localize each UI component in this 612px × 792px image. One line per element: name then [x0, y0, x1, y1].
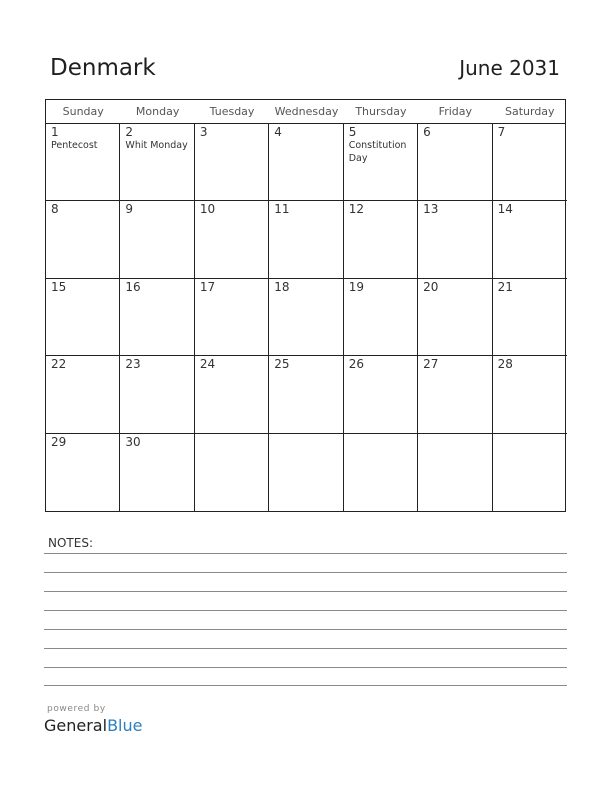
notes-line — [44, 667, 567, 668]
day-cell — [195, 124, 269, 201]
day-cell — [46, 356, 120, 433]
weekday-header-saturday: Saturday — [504, 105, 555, 118]
notes-line — [44, 685, 567, 686]
day-cell — [493, 434, 567, 511]
calendar-grid — [45, 99, 566, 512]
holiday-label: Whit Monday — [125, 140, 188, 151]
weekday-header-friday: Friday — [438, 105, 473, 118]
day-cell — [120, 356, 194, 433]
notes-label: NOTES: — [48, 536, 93, 550]
day-cell — [344, 124, 418, 201]
day-cell — [120, 124, 194, 201]
notes-line — [44, 610, 567, 611]
day-number: 21 — [497, 279, 513, 294]
day-number: 24 — [199, 357, 216, 372]
day-cell — [120, 434, 194, 511]
day-cell — [269, 434, 343, 511]
day-number: 12 — [348, 202, 364, 217]
day-cell — [344, 434, 418, 511]
day-cell — [344, 279, 418, 356]
notes-line — [44, 648, 567, 649]
day-number: 9 — [125, 202, 134, 217]
day-cell — [120, 279, 194, 356]
day-cell — [418, 201, 492, 278]
day-number: 19 — [348, 279, 364, 294]
day-cell — [418, 124, 492, 201]
day-number: 2 — [125, 125, 134, 139]
weekday-header-thursday: Thursday — [355, 105, 407, 118]
day-cell — [344, 201, 418, 278]
weekday-header-tuesday: Tuesday — [209, 105, 255, 118]
day-cell — [46, 124, 120, 201]
day-cell — [46, 201, 120, 278]
weekday-header-row — [46, 100, 565, 124]
day-number: 28 — [497, 357, 513, 372]
calendar-month-year: June 2031 — [459, 56, 560, 80]
day-cell — [269, 201, 343, 278]
day-cell — [493, 201, 567, 278]
day-number: 23 — [125, 357, 141, 372]
day-cell — [269, 124, 343, 201]
weekday-header-wednesday: Wednesday — [274, 105, 339, 118]
day-number: 8 — [51, 202, 59, 217]
day-number: 7 — [497, 125, 506, 139]
day-number: 26 — [348, 357, 364, 372]
notes-line — [44, 629, 567, 630]
holiday-label: Pentecost — [51, 140, 98, 151]
day-cell — [493, 356, 567, 433]
day-cell — [418, 356, 492, 433]
day-number: 3 — [199, 125, 208, 139]
day-cell — [269, 356, 343, 433]
day-number: 10 — [199, 202, 216, 217]
generalblue-logo — [44, 716, 142, 735]
day-number: 22 — [51, 357, 67, 372]
holiday-label: Constitution Day — [348, 140, 407, 164]
day-number: 14 — [497, 202, 513, 217]
notes-line — [44, 591, 567, 592]
day-number: 4 — [274, 125, 282, 139]
day-number: 1 — [51, 125, 59, 139]
day-number: 17 — [199, 279, 216, 294]
day-cell — [418, 434, 492, 511]
day-cell — [418, 279, 492, 356]
day-number: 11 — [274, 202, 290, 217]
day-number: 25 — [274, 357, 290, 372]
day-number: 16 — [125, 279, 141, 294]
day-cell — [493, 124, 567, 201]
brand-blue: Blue — [107, 716, 143, 735]
day-number: 29 — [51, 434, 67, 449]
day-cell — [195, 279, 269, 356]
notes-line — [44, 572, 567, 573]
day-cell — [195, 201, 269, 278]
day-cell — [46, 279, 120, 356]
notes-line — [44, 553, 567, 554]
day-number: 5 — [348, 125, 357, 139]
weekday-header-sunday: Sunday — [62, 105, 104, 118]
calendar-country-title: Denmark — [50, 55, 156, 81]
brand-general: General — [44, 716, 108, 735]
day-cell — [344, 356, 418, 433]
day-cell — [493, 279, 567, 356]
day-number: 18 — [274, 279, 290, 294]
day-number: 20 — [423, 279, 439, 294]
weekday-header-monday: Monday — [135, 105, 180, 118]
day-number: 15 — [51, 279, 67, 294]
powered-by-text: powered by — [47, 704, 106, 714]
day-number: 13 — [423, 202, 439, 217]
day-number: 27 — [423, 357, 439, 372]
day-cell — [269, 279, 343, 356]
day-cell — [195, 434, 269, 511]
day-cell — [120, 201, 194, 278]
day-cell — [46, 434, 120, 511]
day-number: 6 — [423, 125, 431, 139]
day-cell — [195, 356, 269, 433]
day-number: 30 — [125, 434, 141, 449]
